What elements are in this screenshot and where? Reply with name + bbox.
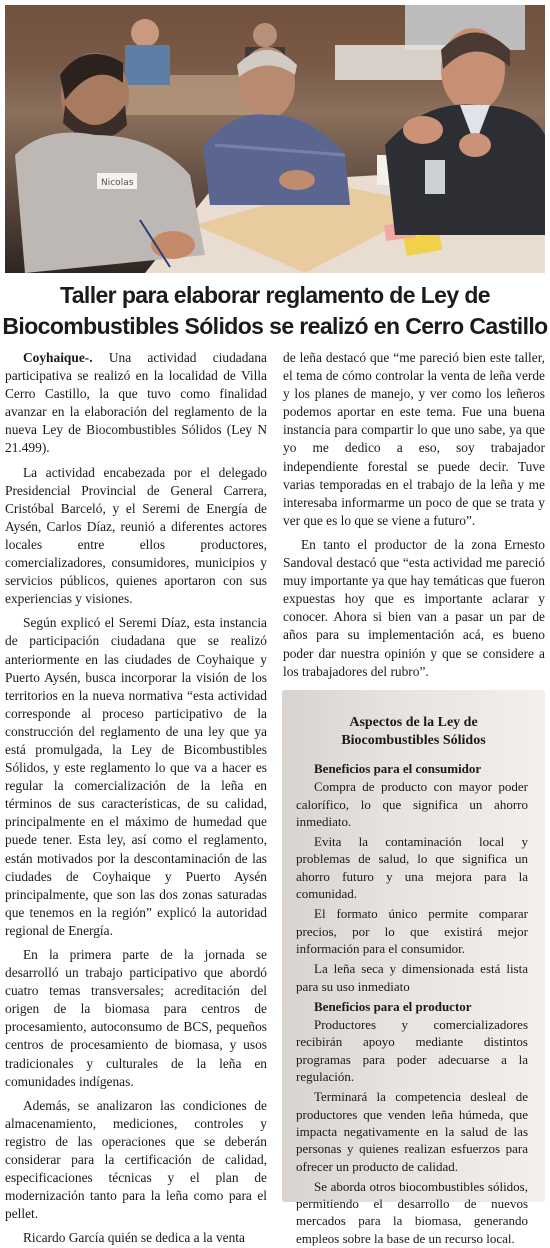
consumer-benefit-item: Compra de producto con mayor poder calorífico, lo que significa un ahorro inmediato. (296, 779, 528, 829)
dateline: Coyhaique-. (23, 350, 93, 365)
article-right-column (283, 349, 545, 681)
producer-benefit-item: Terminará la competencia desleal de productores que venden leña húmeda, que impacta negativamente en la salud de las personas y quienes realizan esfuerzos para ofrecer un producto de calidad. (296, 1089, 528, 1174)
paragraph-5: Además, se analizaron las condiciones de almacenamiento, mediciones, controles y registro de las operaciones que se deberán considerar para la certificación de calidad, especificaciones técnicas y el plan de modernización tanto para la leña como para el pellet. (5, 1097, 267, 1222)
paragraph-3: Según explicó el Seremi Díaz, esta instancia de participación ciudadana que se realizó anteriormente en las ciudades de Coyhaique y Puerto Aysén, busca incorporar la visión de los territorios en la nueva normativa “esta actividad corresponde al proceso participativo de la construcción del reglamento de una ley que ya está promulgada, la Ley de Bicombustibles Sólidos, y este reglamento lo que va a hacer es regular la comercialización de la leña en términos de sus características, de su calidad, principalmente en el máximo de humedad que puede tener. Esta ley, así como el reglamento, están motivados por la descontaminación de las ciudades de Coyhaique y Puerto Aysén principalmente, que son las dos zonas saturadas que tenemos en la región” explicó la autoridad regional de Energía. (5, 615, 267, 938)
workshop-photo (5, 5, 545, 273)
article-left-column (5, 349, 267, 1248)
producer-benefits-heading: Beneficios para el productor (314, 998, 472, 1014)
consumer-benefit-item: El formato único permite comparar precios, por lo que existirá mejor información para el consumidor. (296, 906, 528, 956)
consumer-benefits-heading: Beneficios para el consumidor (314, 761, 482, 776)
paragraph-7: de leña destacó que “me pareció bien este taller, el tema de cómo controlar la venta de leña verde y los planes de manejo, y ver como los leñeros podemos aportar en este tema. Fue una buena instancia para compartir lo que uno sabe, ya que yo me dedico a eso, soy trabajador independiente forestal se puede decir. Tuve varias temporadas en el trabajo de la leña y me interesaba informarme un poco de que se trata y ver que es lo que se viene a futuro”. (283, 350, 545, 528)
headline-line-2: Biocombustibles Sólidos se realizó en Cerro Castillo (2, 313, 548, 339)
sidebar-title-line-2: Biocombustibles Sólidos (341, 733, 486, 748)
sidebar-title-line-1: Aspectos de la Ley de (349, 715, 478, 730)
headline-line-1: Taller para elaborar reglamento de Ley de (59, 282, 491, 308)
workshop-photo-illustration (5, 5, 545, 273)
sidebar-title (282, 714, 545, 750)
paragraph-8: En tanto el productor de la zona Ernesto Sandoval destacó que “esta actividad me pareció muy importante ya que hay temáticas que fueron expuestas hoy que es importante aclarar y conocer. Ahora si bien van a pasar un par de años para su implementación acá, es bueno poder dar nuestra opinión y que se considere a los trabajadores del rubro”. (283, 536, 545, 679)
paragraph-1-text: Una actividad ciudadana participativa se realizó en la localidad de Villa Cerro Castillo, la que tuvo como finalidad avanzar en la elaboración del reglamento de la nueva Ley de Biocombustibles Sólidos (Ley N 21.499). (5, 350, 267, 456)
producer-benefit-item: Productores y comercializadores recibirán apoyo mediante distintos programas para poder adecuarse a la regulación. (296, 1017, 528, 1085)
paragraph-2: La actividad encabezada por el delegado Presidencial Provincial de General Carrera, Cristóbal Barceló, y el Seremi de Energía de Aysén, Carlos Díaz, reunió a diferentes actores locales entre ellos productores, comercializadores, consumidores, municipios y servicios públicos, quienes aportaron con sus experiencias y visiones. (5, 464, 267, 607)
paragraph-6: Ricardo García quién se dedica a la venta (23, 1230, 245, 1246)
name-tag-text: Nicolas (101, 178, 134, 188)
sidebar-body (296, 760, 528, 1247)
paragraph-4: En la primera parte de la jornada se desarrolló un trabajo participativo que abordó cuatro temas transversales; acreditación del origen de la biomasa para centros de procesamiento, autoconsumo de BCS, pequeños centros de procesamiento de biomasa, y usos tradicionales y culturales de la leña en comunidades indígenas. (5, 947, 267, 1089)
article-headline (0, 280, 550, 342)
producer-benefit-item: Se aborda otros biocombustibles sólidos, permitiendo el desarrollo de nuevos mercados para la biomasa, generando empleos sobre la base de un recurso local. (296, 1178, 528, 1246)
sidebar-box (282, 690, 545, 1246)
paragraph-1 (5, 349, 267, 458)
consumer-benefit-item: Evita la contaminación local y problemas de salud, lo que significa un ahorro futuro y una mejora para la comunidad. (296, 834, 528, 902)
consumer-benefit-item: La leña seca y dimensionada está lista para su uso inmediato (296, 961, 528, 994)
